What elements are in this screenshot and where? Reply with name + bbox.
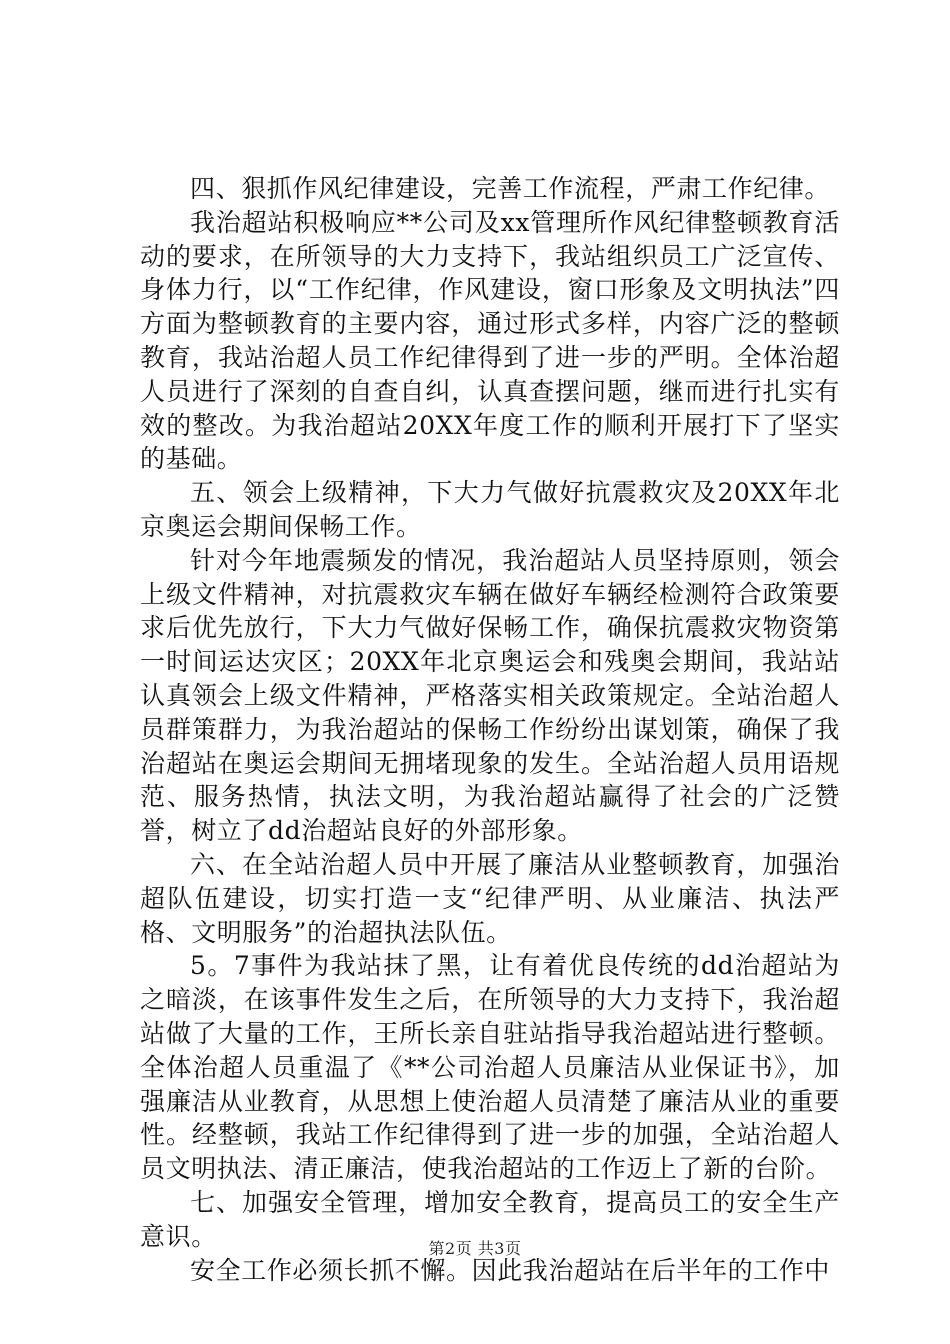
section-heading-7: 七、加强安全管理，增加安全教育，提高员工的安全生产意识。 (140, 1187, 840, 1251)
document-body (140, 172, 840, 1287)
section-heading-4: 四、狠抓作风纪律建设，完善工作流程，严肃工作纪律。 (190, 174, 831, 203)
body-paragraph: 5。7事件为我站抹了黑，让有着优良传统的dd治超站为之暗淡，在该事件发生之后，在所领导的大力支持下，我治超站做了大量的工作，王所长亲自驻站指导我治超站进行整顿。全体治超人员重温了《**公司治超人员廉洁从业保证书》，加强廉洁从业教育，从思想上使治超人员清楚了廉洁从业的重要性。经整顿，我站工作纪律得到了进一步的加强，全站治超人员文明执法、清正廉洁，使我治超站的工作迈上了新的台阶。 (140, 951, 840, 1184)
section-heading-5: 五、领会上级精神，下大力气做好抗震救灾及20XX年北京奥运会期间保畅工作。 (140, 478, 840, 541)
body-paragraph: 针对今年地震频发的情况，我治超站人员坚持原则，领会上级文件精神，对抗震救灾车辆在做好车辆经检测符合政策要求后优先放行，下大力气做好保畅工作，确保抗震救灾物资第一时间运达灾区；20XX年北京奥运会和残奥会期间，我站站认真领会上级文件精神，严格落实相关政策规定。全站治超人员群策群力，为我治超站的保畅工作纷纷出谋划策，确保了我治超站在奥运会期间无拥堵现象的发生。全站治超人员用语规范、服务热情，执法文明，为我治超站赢得了社会的广泛赞誉，树立了dd治超站良好的外部形象。 (140, 545, 840, 846)
body-paragraph: 安全工作必须长抓不懈。因此我治超站在后半年的工作中 (190, 1255, 831, 1285)
section-heading-6: 六、在全站治超人员中开展了廉洁从业整顿教育，加强治超队伍建设，切实打造一支“纪律严明、从业廉洁、执法严格、文明服务”的治超执法队伍。 (140, 849, 840, 947)
page-footer: 第2页 共3页 (428, 1239, 522, 1258)
body-paragraph: 我治超站积极响应**公司及xx管理所作风纪律整顿教育活动的要求，在所领导的大力支持下，我站组织员工广泛宣传、身体力行，以“工作纪律，作风建设，窗口形象及文明执法”四方面为整顿教育的主要内容，通过形式多样，内容广泛的整顿教育，我站治超人员工作纪律得到了进一步的严明。全体治超人员进行了深刻的自查自纠，认真查摆问题，继而进行扎实有效的整改。为我治超站20XX年度工作的顺利开展打下了坚实的基础。 (140, 207, 840, 474)
